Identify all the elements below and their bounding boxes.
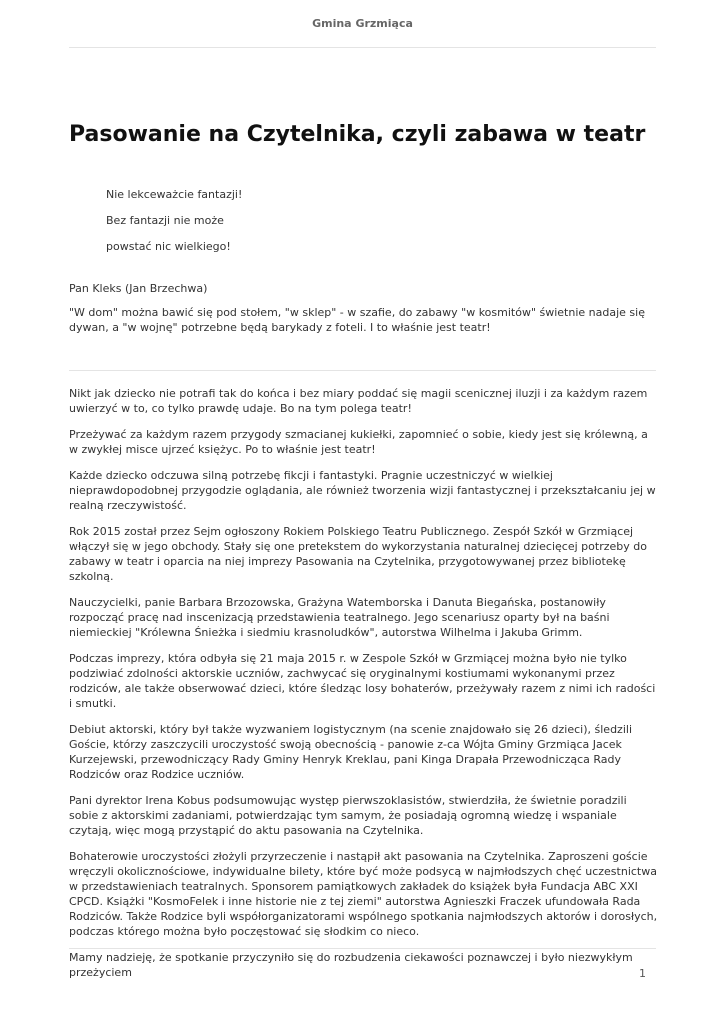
body-paragraph: Nikt jak dziecko nie potrafi tak do końca i bez miary poddać się magii scenicznej iluzji i za każdym razem uwierzyć w to, co tylko prawdę udaje. Bo na tym polega teatr! bbox=[69, 387, 648, 415]
body-paragraph: Rok 2015 został przez Sejm ogłoszony Rokiem Polskiego Teatru Publicznego. Zespół Szkół w Grzmiącej włączył się w jego obchody. Stały się one pretekstem do wykorzystania naturalnej dziecięcej potrzeby do zabawy w teatr i oparcia na niej imprezy Pasowania na Czytelnika, przygotowywanej przez bibliotekę szkolną. bbox=[69, 525, 647, 583]
intro-divider bbox=[69, 370, 656, 371]
body-paragraph: Mamy nadzieję, że spotkanie przyczyniło się do rozbudzenia ciekawości poznawczej i było niezwykłym przeżyciem bbox=[69, 951, 633, 979]
quote-attribution: Pan Kleks (Jan Brzechwa) bbox=[69, 282, 208, 295]
site-name: Gmina Grzmiąca bbox=[312, 17, 413, 30]
body-paragraph: Bohaterowie uroczystości złożyli przyrzeczenie i nastąpił akt pasowania na Czytelnika. Zaproszeni goście wręczyli okolicznościowe, indywidualne bilety, które być może podsycą w najmłodszych chęć uczestnictwa w przedstawieniach teatralnych. Sponsorem pamiątkowych zakładek do książek była Fundacja ABC XXI CPCD. Książki "KosmoFelek i inne historie nie z tej ziemi" autorstwa Agnieszki Fraczek ufundowała Rada Rodziców. Także Rodzice byli współorganizatorami wspólnego spotkania najmłodszych aktorów i dorosłych, podczas którego można było poczęstować się słodkim co nieco. bbox=[69, 850, 658, 938]
lead-paragraph: "W dom" można bawić się pod stołem, "w sklep" - w szafie, do zabawy "w kosmitów" świetnie nadaje się dywan, a "w wojnę" potrzebne będą barykady z foteli. I to właśnie jest teatr! bbox=[69, 306, 645, 334]
quote-line: Bez fantazji nie może bbox=[106, 214, 224, 227]
body-paragraph: Pani dyrektor Irena Kobus podsumowując występ pierwszoklasistów, stwierdziła, że świetnie poradzili sobie z aktorskimi zadaniami, potwierdzając tym samym, że posiadają ogromną wiedzę i wspaniale czytają, więc mogą przystąpić do aktu pasowania na Czytelnika. bbox=[69, 794, 627, 837]
body-paragraph: Debiut aktorski, który był także wyzwaniem logistycznym (na scenie znajdowało się 26 dzieci), śledzili Goście, którzy zaszczycili uroczystość swoją obecnością - panowie z-ca Wójta Gminy Grzmiąca Jacek Kurzejewski, przewodniczący Rady Gminy Henryk Kreklau, pani Kinga Drapała Przewodnicząca Rady Rodziców oraz Rodzice uczniów. bbox=[69, 723, 632, 781]
quote-line: Nie lekceważcie fantazji! bbox=[106, 188, 243, 201]
article-title: Pasowanie na Czytelnika, czyli zabawa w teatr bbox=[69, 122, 646, 147]
body-paragraph: Każde dziecko odczuwa silną potrzebę fikcji i fantastyki. Pragnie uczestniczyć w wielkiej nieprawdopodobnej przygodzie oglądania, ale również tworzenia wizji fantastycznej i przekształcaniu jej w realną rzeczywistość. bbox=[69, 469, 656, 512]
body-paragraph: Nauczycielki, panie Barbara Brzozowska, Grażyna Watemborska i Danuta Biegańska, postanowiły rozpocząć pracę nad inscenizacją przedstawienia teatralnego. Jego scenariusz oparty był na baśni niemieckiej "Królewna Śnieżka i siedmiu krasnoludków", autorstwa Wilhelma i Jakuba Grimm. bbox=[69, 596, 610, 639]
header-divider bbox=[69, 47, 656, 48]
quote-line: powstać nic wielkiego! bbox=[106, 240, 231, 253]
epigraph-quote bbox=[106, 186, 646, 264]
page-number: 1 bbox=[639, 967, 646, 980]
footer-divider bbox=[69, 948, 656, 949]
article-body bbox=[69, 386, 659, 991]
body-paragraph: Podczas imprezy, która odbyła się 21 maja 2015 r. w Zespole Szkół w Grzmiącej można było nie tylko podziwiać zdolności aktorskie uczniów, zachwycać się oryginalnymi kostiumami wykonanymi przez rodziców, ale także obserwować dzieci, które śledząc losy bohaterów, przeżywały razem z nimi ich radości i smutki. bbox=[69, 652, 656, 710]
body-paragraph: Przeżywać za każdym razem przygody szmacianej kukiełki, zapomnieć o sobie, kiedy jest się królewną, a w zwykłej misce ujrzeć księżyc. Po to właśnie jest teatr! bbox=[69, 428, 648, 456]
article-intro bbox=[69, 281, 659, 346]
